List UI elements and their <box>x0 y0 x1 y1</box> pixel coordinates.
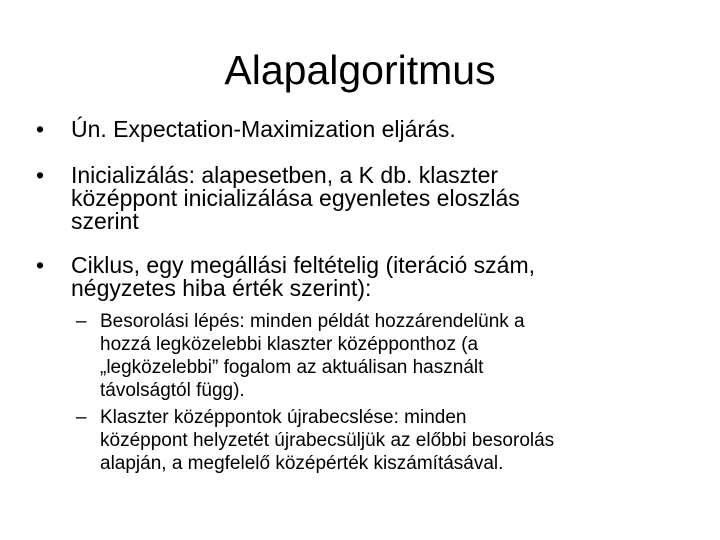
bullet-text <box>71 164 681 233</box>
sub-bullet-marker: – <box>76 407 87 428</box>
sub-bullet-text <box>100 310 700 402</box>
sub-bullet-line: távolságtól függ). <box>100 380 245 401</box>
bullet-line: középpont inicializálása egyenletes eloszlás <box>71 185 520 211</box>
bullet-text <box>71 254 681 300</box>
bullet-marker: • <box>36 252 45 278</box>
sub-bullet-line: alapján, a megfelelő középérték kiszámításával. <box>100 453 504 474</box>
sub-bullet-line: „legközelebbi” fogalom az aktuálisan használt <box>100 357 484 378</box>
bullet-line: Ún. Expectation-Maximization eljárás. <box>71 116 456 142</box>
bullet-text <box>71 118 681 141</box>
bullet-marker: • <box>36 116 45 142</box>
sub-bullet-marker: – <box>76 311 87 332</box>
sub-bullet-line: középpont helyzetét újrabecsüljük az előbbi besorolás <box>100 430 555 451</box>
sub-bullet-line: Klaszter középpontok újrabecslése: minden <box>100 407 467 428</box>
sub-bullet-text <box>100 406 700 475</box>
bullet-line: négyzetes hiba érték szerint): <box>71 275 372 301</box>
bullet-line: Ciklus, egy megállási feltételig (iteráció szám, <box>71 252 536 278</box>
sub-bullet-line: Besorolási lépés: minden példát hozzárendelünk a <box>100 311 525 332</box>
slide-title: Alapalgoritmus <box>224 47 496 93</box>
sub-bullet-line: hozzá legközelebbi klaszter középponthoz (a <box>100 334 479 355</box>
bullet-line: Inicializálás: alapesetben, a K db. klaszter <box>71 162 499 188</box>
bullet-line: szerint <box>71 208 139 234</box>
bullet-marker: • <box>36 162 45 188</box>
